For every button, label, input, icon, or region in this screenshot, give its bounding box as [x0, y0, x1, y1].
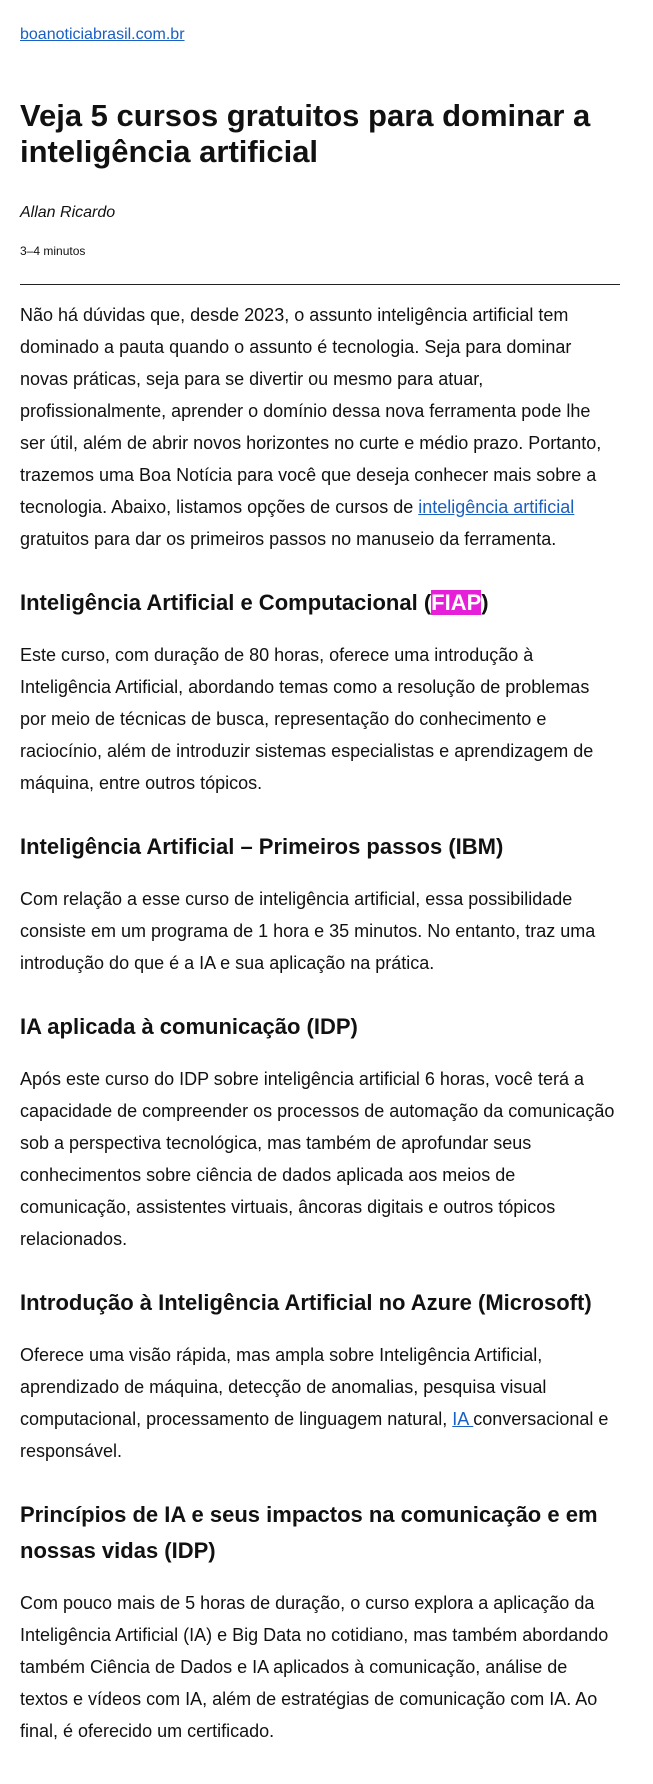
- ia-link[interactable]: IA: [452, 1409, 474, 1429]
- intro-text-after: gratuitos para dar os primeiros passos no manuseio da ferramenta.: [20, 529, 557, 549]
- author-name: Allan Ricardo: [20, 204, 116, 221]
- section-body-azure: [20, 1339, 620, 1467]
- section-heading-ibm: Inteligência Artificial – Primeiros passos (IBM): [20, 834, 504, 859]
- section-body-idp-comunicacao: Após este curso do IDP sobre inteligência artificial 6 horas, você terá a capacidade de compreender os processos de automação da comunicação sob a perspectiva tecnológica, mas também de aprofundar seus conhecimentos sobre ciência de dados aplicada aos meios de comunicação, assistentes virtuais, âncoras digitais e outros tópicos relacionados.: [20, 1069, 615, 1249]
- intro-paragraph: [20, 299, 620, 555]
- ai-link[interactable]: inteligência artificial: [418, 497, 575, 517]
- heading-text-before: Inteligência Artificial e Computacional (: [20, 590, 432, 615]
- intro-text-before: Não há dúvidas que, desde 2023, o assunto inteligência artificial tem dominado a pauta quando o assunto é tecnologia. Seja para dominar novas práticas, seja para se divertir ou mesmo para atuar, profissionalmente, aprender o domínio dessa nova ferramenta pode lhe ser útil, além de abrir novos horizontes no curte e médio prazo. Portanto, trazemos uma Boa Notícia para você que deseja conhecer mais sobre a tecnologia. Abaixo, listamos opções de cursos de: [20, 305, 602, 517]
- azure-text-after: conversacional e responsável.: [20, 1409, 609, 1461]
- section-body-fiap: Este curso, com duração de 80 horas, oferece uma introdução à Inteligência Artificial, abordando temas como a resolução de problemas por meio de técnicas de busca, representação do conhecimento e raciocínio, além de introduzir sistemas especialistas e aprendizagem de máquina, entre outros tópicos.: [20, 645, 594, 793]
- azure-text-before: Oferece uma visão rápida, mas ampla sobre Inteligência Artificial, aprendizado de máquina, detecção de anomalias, pesquisa visual computacional, processamento de linguagem natural,: [20, 1345, 547, 1429]
- source-link[interactable]: boanoticiabrasil.com.br: [20, 26, 185, 43]
- section-heading-fiap: [20, 585, 620, 621]
- fiap-highlight: FIAP: [431, 590, 482, 615]
- section-heading-principios: Princípios de IA e seus impactos na comunicação e em nossas vidas (IDP): [20, 1502, 598, 1563]
- heading-text-after: ): [481, 590, 489, 615]
- divider: [20, 284, 620, 285]
- section-body-ibm: Com relação a esse curso de inteligência artificial, essa possibilidade consiste em um programa de 1 hora e 35 minutos. No entanto, traz uma introdução do que é a IA e sua aplicação na prática.: [20, 889, 596, 973]
- section-body-principios: Com pouco mais de 5 horas de duração, o curso explora a aplicação da Inteligência Artificial (IA) e Big Data no cotidiano, mas também abordando também Ciência de Dados e IA aplicados à comunicação, análise de textos e vídeos com IA, além de estratégias de comunicação com IA. Ao final, é oferecido um certificado.: [20, 1593, 609, 1741]
- section-heading-azure: Introdução à Inteligência Artificial no Azure (Microsoft): [20, 1290, 592, 1315]
- section-heading-idp-comunicacao: IA aplicada à comunicação (IDP): [20, 1014, 358, 1039]
- article-title: Veja 5 cursos gratuitos para dominar a inteligência artificial: [20, 98, 591, 169]
- read-time: 3–4 minutos: [20, 244, 86, 258]
